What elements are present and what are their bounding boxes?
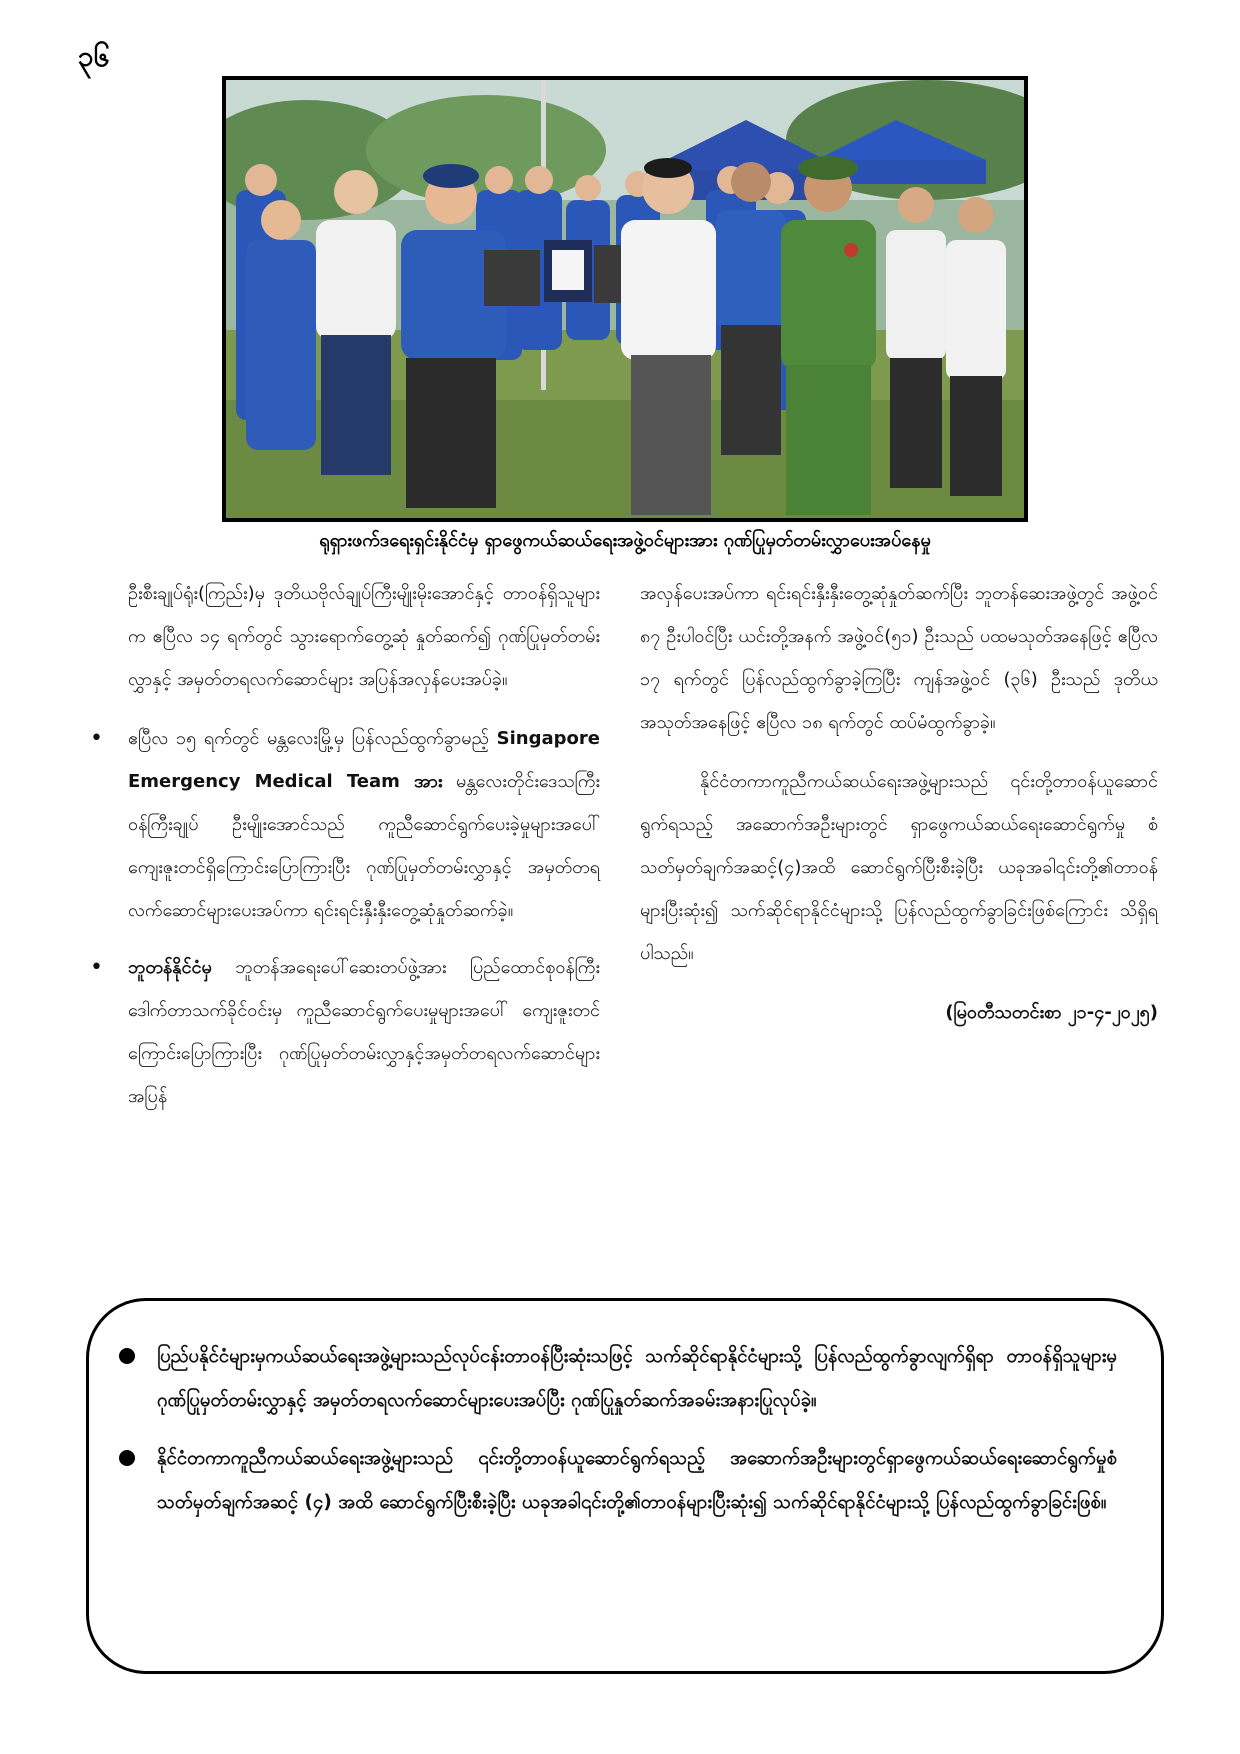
bullet-dot-icon: • [90, 955, 103, 980]
bullet-item-singapore [90, 717, 600, 932]
photo-caption: ရုရှားဖက်ဒရေးရှင်းနိုင်ငံမှ ရှာဖွေကယ်ဆယ်ရေးအဖွဲ့ဝင်များအား ဂုဏ်ပြုမှတ်တမ်းလွှာပေးအပ်နေမှု [319, 530, 931, 551]
summary-bullet-icon [119, 1450, 135, 1466]
bullet1-lead-text: ဧပြီလ ၁၅ ရက်တွင် မန္တလေးမြို့မှ ပြန်လည်ထွက်ခွာမည့် [128, 728, 489, 749]
right-column [640, 572, 1158, 1034]
summary-item-2-text: နိုင်ငံတကာကူညီကယ်ဆယ်ရေးအဖွဲ့များသည် ၎င်းတို့တာဝန်ယူဆောင်ရွက်ရသည့် အဆောက်အဦးများတွင်ရှာဖွေကယ်ဆယ်ရေးဆောင်ရွက်မှုစံသတ်မှတ်ချက်အဆင့် (၄) အထိ ဆောင်ရွက်ပြီးစီးခဲ့ပြီး ယခုအခါ၎င်းတို့၏တာဝန်များပြီးဆုံး၍ သက်ဆိုင်ရာနိုင်ငံများသို့ ပြန်လည်ထွက်ခွာခြင်းဖြစ်။ [157, 1448, 1117, 1513]
summary-item-2 [157, 1437, 1117, 1525]
left-intro-paragraph: ဦးစီးချုပ်ရုံး(ကြည်း)မှ ဒုတိယဗိုလ်ချုပ်ကြီးမျိုးမိုးအောင်နှင့် တာဝန်ရှိသူများက ဧပြီလ ၁၄ ရက်တွင် သွားရောက်တွေ့ဆုံ နှုတ်ဆက်၍ ဂုဏ်ပြုမှတ်တမ်းလွှာနှင့် အမှတ်တရလက်ဆောင်များ အပြန်အလှန်ပေးအပ်ခဲ့။ [128, 583, 600, 690]
news-source: (မြဝတီသတင်းစာ ၂၁-၄-၂၀၂၅) [945, 1002, 1158, 1023]
left-column [90, 572, 600, 1132]
event-photo [222, 76, 1028, 522]
bullet2-rest-text: ဘူတန်အရေးပေါ်ဆေးတပ်ဖွဲ့အား ပြည်ထောင်စုဝန်ကြီးဒေါက်တာသက်ခိုင်ဝင်းမှ ကူညီဆောင်ရွက်ပေးမှုများအပေါ် ကျေးဇူးတင်ကြောင်းပြောကြားပြီး ဂုဏ်ပြုမှတ်တမ်းလွှာနှင့်အမှတ်တရလက်ဆောင်များ အပြန် [128, 957, 600, 1107]
page-number: ၃၆ [78, 40, 110, 73]
right-closing-paragraph: နိုင်ငံတကာကူညီကယ်ဆယ်ရေးအဖွဲ့များသည် ၎င်းတို့တာဝန်ယူဆောင်ရွက်ရသည့် အဆောက်အဦးများတွင် ရှာဖွေကယ်ဆယ်ရေးဆောင်ရွက်မှု စံသတ်မှတ်ချက်အဆင့်(၄)အထိ ဆောင်ရွက်ပြီးစီးခဲ့ပြီး ယခုအခါ၎င်းတို့၏တာဝန်များပြီးဆုံး၍ သက်ဆိုင်ရာနိုင်ငံများသို့ ပြန်လည်ထွက်ခွာခြင်းဖြစ်ကြောင်း သိရှိရပါသည်။ [640, 771, 1158, 964]
summary-bullet-icon [119, 1348, 135, 1364]
bullet1-rest-text: မန္တလေးတိုင်းဒေသကြီးဝန်ကြီးချုပ် ဦးမျိုးအောင်သည် ကူညီဆောင်ရွက်ပေးခဲ့မှုများအပေါ်ကျေးဇူးတင်ရှိကြောင်းပြောကြားပြီး ဂုဏ်ပြုမှတ်တမ်းလွှာနှင့် အမှတ်တရလက်ဆောင်များပေးအပ်ကာ ရင်းရင်းနှီးနှီးတွေ့ဆုံနှုတ်ဆက်ခဲ့။ [128, 771, 600, 921]
summary-item-1 [157, 1335, 1117, 1423]
bullet1-bold-text: Singapore Emergency Medical Team အား [128, 728, 600, 792]
bullet-dot-icon: • [90, 726, 103, 751]
bullet2-bold-text: ဘူတန်နိုင်ငံမှ [128, 957, 212, 978]
summary-item-1-text: ပြည်ပနိုင်ငံများမှကယ်ဆယ်ရေးအဖွဲ့များသည်လုပ်ငန်းတာဝန်ပြီးဆုံးသဖြင့် သက်ဆိုင်ရာနိုင်ငံများသို့ ပြန်လည်ထွက်ခွာလျက်ရှိရာ တာဝန်ရှိသူများမှ ဂုဏ်ပြုမှတ်တမ်းလွှာနှင့် အမှတ်တရလက်ဆောင်များပေးအပ်ပြီး ဂုဏ်ပြုနှုတ်ဆက်အခမ်းအနားပြုလုပ်ခဲ့။ [157, 1346, 1117, 1411]
summary-box [86, 1298, 1164, 1674]
right-continuation-paragraph: အလှန်ပေးအပ်ကာ ရင်းရင်းနှီးနှီးတွေ့ဆုံနှုတ်ဆက်ပြီး ဘူတန်ဆေးအဖွဲ့တွင် အဖွဲ့ဝင် ၈၇ ဦးပါဝင်ပြီး ယင်းတို့အနက် အဖွဲ့ဝင်(၅၁) ဦးသည် ပထမသုတ်အနေဖြင့် ဧပြီလ ၁၇ ရက်တွင် ပြန်လည်ထွက်ခွာခဲ့ကြပြီး ကျန်အဖွဲ့ဝင် (၃၆) ဦးသည် ဒုတိယအသုတ်အနေဖြင့် ဧပြီလ ၁၈ ရက်တွင် ထပ်မံထွက်ခွာခဲ့။ [640, 583, 1158, 733]
bullet-item-bhutan [90, 946, 600, 1118]
event-photo-illustration [226, 80, 1024, 518]
